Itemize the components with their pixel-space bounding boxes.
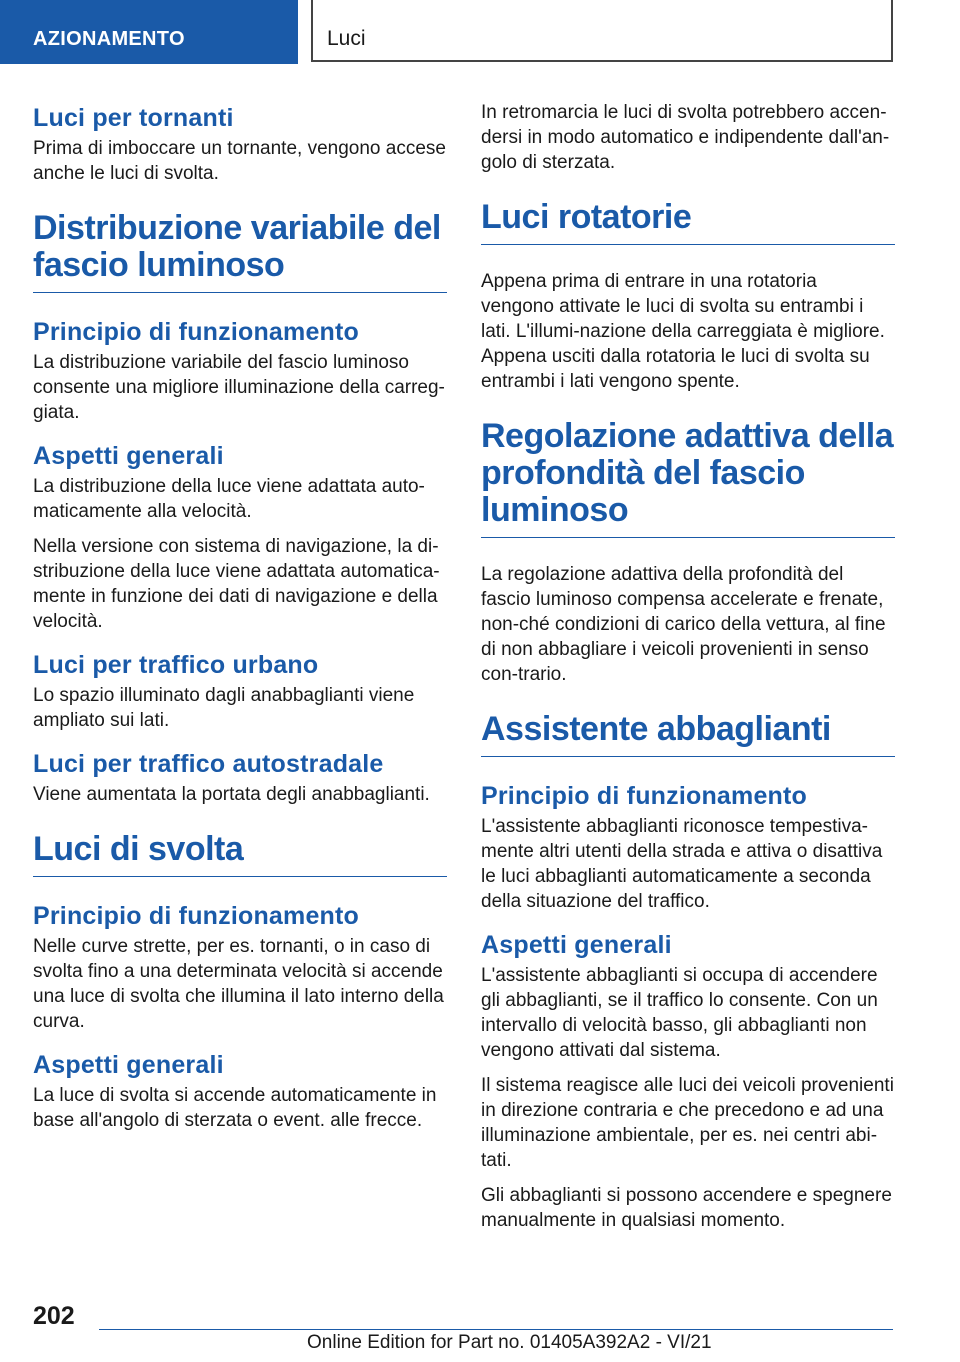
text-traffico-urbano: Lo spazio illuminato dagli anabbaglianti viene ampliato sui lati.	[33, 685, 415, 731]
heading-distribuzione-variabile: Distribuzione variabile del fascio luminoso	[33, 210, 447, 293]
heading-aspetti-generali-1: Aspetti generali	[33, 442, 224, 470]
heading-luci-tornanti: Luci per tornanti	[33, 104, 234, 132]
chapter-header	[311, 0, 893, 62]
text-regolazione-adattiva: La regolazione adattiva della profondità del fascio luminoso compensa accelerate e frenate, non-ché condizioni di carico della vettura, al fine di non abbagliare i veicoli provenienti in senso con-trario.	[481, 564, 886, 685]
text-aspetti-generali-1a: La distribuzione della luce viene adattata auto-maticamente alla velocità.	[33, 476, 425, 522]
heading-aspetti-generali-2: Aspetti generali	[33, 1051, 224, 1079]
left-column	[33, 103, 447, 1133]
text-traffico-autostradale: Viene aumentata la portata degli anabbaglianti.	[33, 784, 430, 805]
text-aspetti-generali-3c: Gli abbaglianti si possono accendere e spegnere manualmente in qualsiasi momento.	[481, 1185, 892, 1231]
heading-regolazione-adattiva: Regolazione adattiva della profondità del fascio luminoso	[481, 418, 895, 538]
heading-principio-funzionamento-2: Principio di funzionamento	[33, 902, 360, 930]
heading-aspetti-generali-3: Aspetti generali	[481, 931, 672, 959]
footer-divider	[99, 1329, 893, 1330]
text-aspetti-generali-3a: L'assistente abbaglianti si occupa di accendere gli abbaglianti, se il traffico lo consente. Con un intervallo di velocità basso, gli abbaglianti non vengono attivati dal sistema.	[481, 965, 878, 1061]
heading-traffico-urbano: Luci per traffico urbano	[33, 651, 319, 679]
text-principio-funzionamento-3: L'assistente abbaglianti riconosce tempestiva-mente altri utenti della strada e attiva o disattiva le luci abbaglianti automaticamente a seconda della situazione del traffico.	[481, 816, 883, 912]
text-luci-tornanti: Prima di imboccare un tornante, vengono accese anche le luci di svolta.	[33, 138, 446, 184]
text-aspetti-generali-1b: Nella versione con sistema di navigazione, la di-stribuzione della luce viene adattata automatica-mente in funzione dei dati di navigazione e della velocità.	[33, 536, 440, 632]
footer-edition: Online Edition for Part no. 01405A392A2 - VI/21	[307, 1332, 712, 1353]
heading-luci-svolta: Luci di svolta	[33, 831, 447, 877]
heading-principio-funzionamento-1: Principio di funzionamento	[33, 318, 360, 346]
text-retromarcia: In retromarcia le luci di svolta potrebbero accen-dersi in modo automatico e indipendente dall'an-golo di sterzata.	[481, 102, 890, 173]
text-aspetti-generali-3b: Il sistema reagisce alle luci dei veicoli provenienti in direzione contraria e che precedono e ad una illuminazione ambientale, per es. nei centri abi-tati.	[481, 1075, 894, 1171]
chapter-title: Luci	[327, 27, 366, 50]
heading-principio-funzionamento-3: Principio di funzionamento	[481, 782, 808, 810]
section-tab	[0, 0, 298, 64]
right-column	[481, 100, 895, 1233]
heading-assistente-abbaglianti: Assistente abbaglianti	[481, 711, 895, 757]
text-principio-funzionamento-2: Nelle curve strette, per es. tornanti, o in caso di svolta fino a una determinata velocità si accende una luce di svolta che illumina il lato interno della curva.	[33, 936, 444, 1032]
heading-luci-rotatorie: Luci rotatorie	[481, 199, 895, 245]
section-title: AZIONAMENTO	[33, 28, 185, 50]
page-number: 202	[33, 1302, 75, 1330]
text-principio-funzionamento-1: La distribuzione variabile del fascio luminoso consente una migliore illuminazione della carreg-giata.	[33, 352, 445, 423]
text-aspetti-generali-2: La luce di svolta si accende automaticamente in base all'angolo di sterzata o event. alle frecce.	[33, 1085, 437, 1131]
heading-traffico-autostradale: Luci per traffico autostradale	[33, 750, 384, 778]
text-luci-rotatorie: Appena prima di entrare in una rotatoria vengono attivate le luci di svolta su entrambi i lati. L'illumi-nazione della carreggiata è migliore. Appena usciti dalla rotatoria le luci di svolta su entrambi i lati vengono spente.	[481, 271, 885, 392]
